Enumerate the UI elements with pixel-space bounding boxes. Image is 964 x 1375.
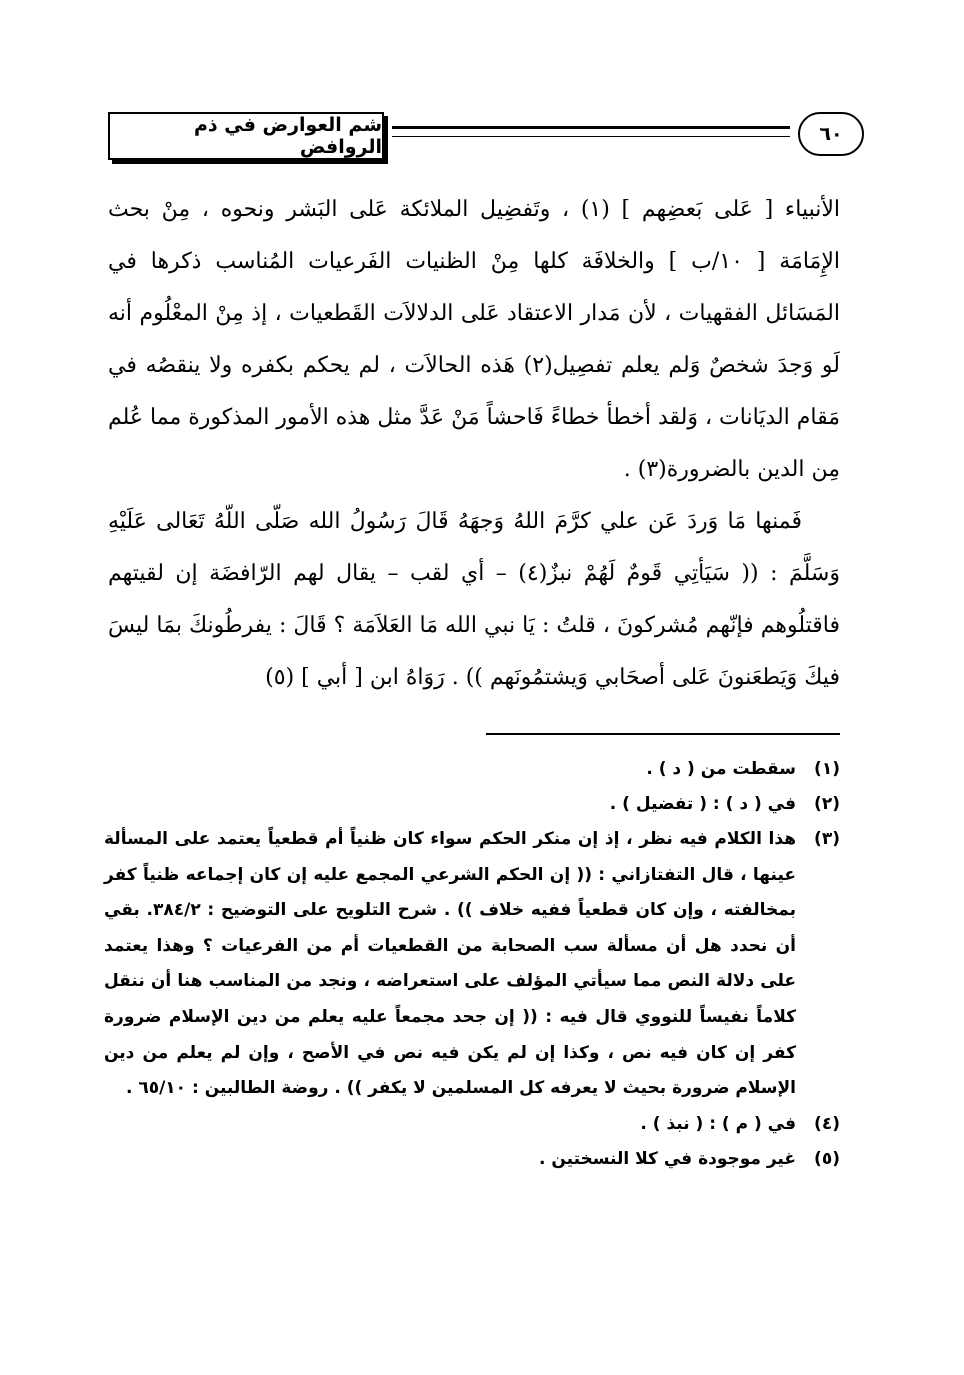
footnote-text: غير موجودة في كلا النسختين . <box>538 1148 796 1169</box>
footnote-number: (٣) <box>814 829 840 849</box>
page-number: ٦٠ <box>819 123 843 145</box>
main-text <box>108 184 840 704</box>
footnote-text: هذا الكلام فيه نظر ، إذ إن منكر الحكم سواء كان ظنياً أم قطعياً يعتمد على المسألة عينها ، قال التفتازاني : (( إن الحكم الشرعي المجمع عليه إن كان إجماعه ظنياً كفر بمخالفته ، وإن كان قطعياً ففيه خلاف )) . شرح التلويح على التوضيح : ٣٨٤/٢. بقي أن نحدد هل أن مسألة سب الصحابة من القطعيات أم من الفرعيات ؟ وهذا يعتمد على دلالة النص مما سيأتي المؤلف على استعراضه ، ونجد من المناسب هنا أن ننقل كلاماً نفيساً للنووي قال فيه : (( إن جحد مجمعاً عليه يعلم من دين الإسلام ضرورة كفر إن كان فيه نص ، وكذا إن لم يكن فيه نص في الأصح ، وإن لم يعلم من دين الإسلام ضرورة بحيث لا يعرفه كل المسلمين لا يكفر )) . روضة الطالبين : ٦٥/١٠ . <box>104 829 796 1099</box>
header-rule-thick <box>392 126 790 129</box>
footnote-2 <box>104 787 840 822</box>
footnote-text: في ( م ) : ( نبذ ) . <box>640 1113 796 1134</box>
footnote-separator <box>486 733 840 735</box>
running-header <box>108 112 860 160</box>
paragraph-1: الأنبياء [ عَلى بَعضِهم ] (١) ، وتَفضِيل الملائكة عَلى البَشر ونحوه ، مِنْ بحث الإِمَامَة [ ١٠/ب ] والخلافَة كلها مِنْ الظنيات الفَرعيات المُناسب ذكرها في المَسَائل الفقهيات ، لأن مَدار الاعتقاد عَلى الدلالاَت القَطعيات ، إذ مِنْ المعْلُوم أنه لَو وَجدَ شخصٌ وَلم يعلم تفصِيل(٢) هَذه الحالاَت ، لم يحكم بكفره ولا ينقصُه في مَقام الديَانات ، وَلقد أخطأ خطاءً فَاحشاً مَنْ عَدَّ مثل هذه الأمور المذكورة مما عُلم مِن الدين بالضرورة(٣) . <box>107 197 841 482</box>
running-title-box <box>108 112 384 160</box>
footnote-1 <box>104 752 840 787</box>
footnote-number: (٥) <box>814 1148 840 1169</box>
running-title: شم العوارض في ذم الروافض <box>193 114 382 158</box>
footnote-5 <box>104 1142 840 1177</box>
footnote-4 <box>104 1107 840 1142</box>
footnote-number: (١) <box>814 759 840 779</box>
footnote-text: في ( د ) : ( تفضيل ) . <box>609 794 796 814</box>
paragraph-2: فَمنها مَا وَردَ عَن علي كرَّمَ اللهُ وَجهَهُ قَالَ رَسُولُ الله صَلّى اللّهُ تَعَالى عَلَيْهِ وَسَلَّمَ : (( سَيَأتِي قَومٌ لَهُمْ نبزٌ(٤) – أي لقب – يقال لهم الرّافضَة إن لقيتهم فاقتلُوهم فإنّهم مُشركونَ ، قلتُ : يَا نبي الله مَا العَلاَمَة ؟ قَالَ : يفرطُونكَ بمَا ليسَ فيكَ وَيَطعَنونَ عَلى أصحَابي وَيشتمُونَهم )) . رَوَاهُ ابن [ أبي ] (٥) <box>108 509 840 690</box>
footnote-number: (٤) <box>814 1113 840 1134</box>
header-rule-thin <box>392 136 790 137</box>
footnote-number: (٢) <box>814 794 840 814</box>
footnote-3 <box>104 822 840 1107</box>
footnotes <box>104 752 840 1177</box>
footnote-text: سقطت من ( د ) . <box>646 759 796 779</box>
page-number-badge <box>798 112 864 156</box>
